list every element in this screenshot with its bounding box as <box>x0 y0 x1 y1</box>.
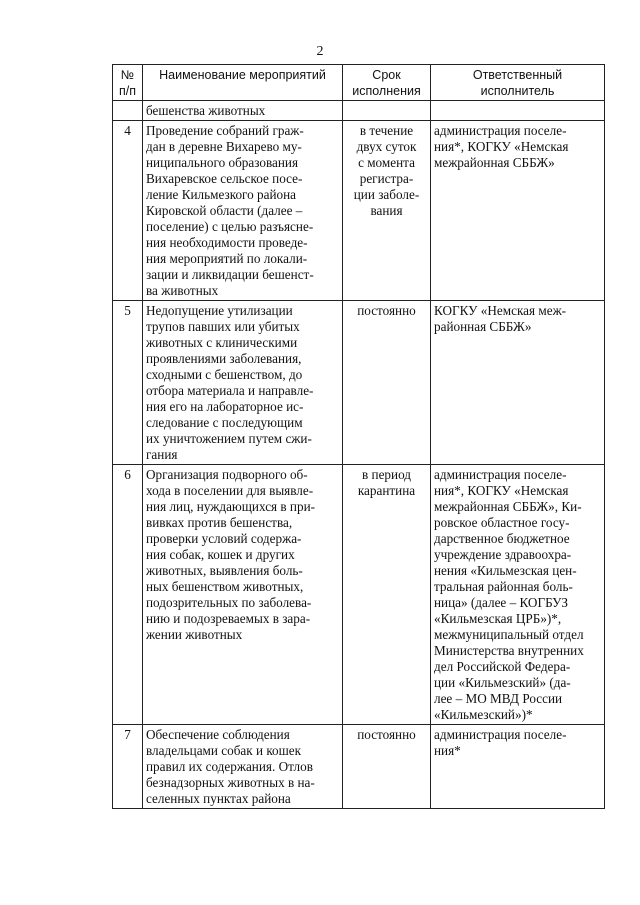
cell-term: постоянно <box>343 725 431 809</box>
table-row <box>113 465 605 725</box>
cell-measure-name: Проведение собраний граж- дан в деревне Вихарево му- ниципального образования Вихаревское сельское посе- ление Кильмезкого района Кировской области (далее – поселение) с целью разъясне- ния необходимости проведе- ния мероприятий по локали- зации и ликвидации бешенст- ва животных <box>143 121 343 301</box>
cell-number <box>113 101 143 121</box>
cell-term <box>343 101 431 121</box>
table-row <box>113 301 605 465</box>
header-number: № п/п <box>113 65 143 101</box>
cell-measure-name: Организация подворного об- хода в поселении для выявле- ния лиц, нуждающихся в при- вивках против бешенства, проверки условий содержа- ния собак, кошек и других животных, выявления боль- ных бешенством животных, подозрительных по заболева- нию и подозреваемых в зара- жении животных <box>143 465 343 725</box>
cell-responsible: КОГКУ «Немская меж- районная СББЖ» <box>431 301 605 465</box>
page-number: 2 <box>316 44 324 59</box>
header-term: Срок исполнения <box>343 65 431 101</box>
measures-table <box>112 64 605 809</box>
cell-responsible: администрация поселе- ния* <box>431 725 605 809</box>
table-header-row <box>113 65 605 101</box>
cell-term: постоянно <box>343 301 431 465</box>
header-responsible: Ответственный исполнитель <box>431 65 605 101</box>
table-row <box>113 725 605 809</box>
cell-number: 4 <box>113 121 143 301</box>
cell-measure-name: Недопущение утилизации трупов павших или убитых животных с клиническими проявлениями заболевания, сходными с бешенством, до отбора материала и направле- ния его на лабораторное ис- следование с последующим их уничтожением путем сжи- гания <box>143 301 343 465</box>
cell-responsible: администрация поселе- ния*, КОГКУ «Немская межрайонная СББЖ» <box>431 121 605 301</box>
header-measure-name: Наименование мероприятий <box>143 65 343 101</box>
cell-number: 6 <box>113 465 143 725</box>
cell-term: в течение двух суток с момента регистра- ции заболе- вания <box>343 121 431 301</box>
cell-term: в период карантина <box>343 465 431 725</box>
table-row <box>113 121 605 301</box>
cell-responsible <box>431 101 605 121</box>
cell-measure-name: Обеспечение соблюдения владельцами собак и кошек правил их содержания. Отлов безнадзорных животных в на- селенных пунктах района <box>143 725 343 809</box>
cell-number: 7 <box>113 725 143 809</box>
cell-measure-name: бешенства животных <box>143 101 343 121</box>
table-row-continuation <box>113 101 605 121</box>
cell-number: 5 <box>113 301 143 465</box>
cell-responsible: администрация поселе- ния*, КОГКУ «Немская межрайонная СББЖ», Ки- ровское областное госу- дарственное бюджетное учреждение здравоохра- нения «Кильмезская цен- тральная районная боль- ница» (далее – КОГБУЗ «Кильмезская ЦРБ»)*, межмуниципальный отдел Министерства внутренних дел Российской Федера- ции «Кильмезский» (да- лее – МО МВД России «Кильмезский»)* <box>431 465 605 725</box>
